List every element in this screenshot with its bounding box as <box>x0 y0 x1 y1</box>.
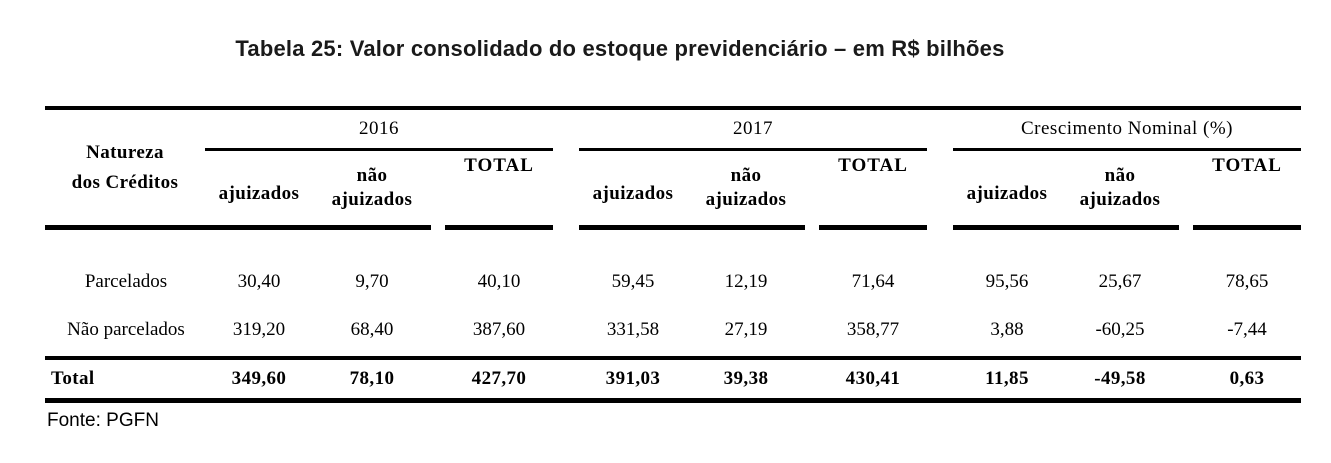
table-row-nao-parcelados <box>45 304 1301 358</box>
column-spacer <box>553 150 579 228</box>
table-cell: -7,44 <box>1227 319 1267 340</box>
column-spacer <box>553 358 579 401</box>
column-spacer <box>1179 358 1193 401</box>
column-spacer <box>805 228 819 305</box>
col-2016-nao-ajuizados: não ajuizados <box>313 150 431 228</box>
column-spacer <box>927 304 953 358</box>
table-cell: 78,10 <box>313 358 431 401</box>
source-note: Fonte: PGFN <box>47 410 159 431</box>
table-cell: 430,41 <box>819 358 927 401</box>
column-spacer <box>927 150 953 228</box>
col-crescimento-nao-ajuizados: não ajuizados <box>1061 150 1179 228</box>
column-spacer <box>805 150 819 228</box>
table-row-total <box>45 358 1301 401</box>
column-spacer <box>553 108 579 150</box>
table-cell: 27,19 <box>724 319 768 340</box>
table-cell: 95,56 <box>985 271 1029 292</box>
table-cell: 319,20 <box>232 319 286 340</box>
table-cell: 358,77 <box>846 319 900 340</box>
col-2017-total: TOTAL <box>819 150 927 228</box>
total-row-label: Total <box>45 358 205 401</box>
row-label: Parcelados <box>84 271 168 292</box>
col-crescimento-total: TOTAL <box>1193 150 1301 228</box>
column-spacer <box>553 304 579 358</box>
table-cell: 331,58 <box>606 319 660 340</box>
table-cell: 39,38 <box>687 358 805 401</box>
row-header-cell <box>45 108 205 228</box>
table-cell: 12,19 <box>724 271 768 292</box>
table-cell: 68,40 <box>350 319 394 340</box>
column-spacer <box>431 304 445 358</box>
group-header-row <box>45 108 1301 150</box>
column-spacer <box>927 228 953 305</box>
table-cell: 11,85 <box>953 358 1061 401</box>
table-cell: 387,60 <box>472 319 526 340</box>
table-cell: -60,25 <box>1095 319 1145 340</box>
table-cell: 0,63 <box>1193 358 1301 401</box>
column-spacer <box>927 358 953 401</box>
column-spacer <box>553 228 579 305</box>
row-label: Não parcelados <box>67 319 185 340</box>
column-spacer <box>1179 304 1193 358</box>
table-title: Tabela 25: Valor consolidado do estoque previdenciário – em R$ bilhões <box>235 36 1005 61</box>
table-cell: 391,03 <box>579 358 687 401</box>
table-row-parcelados <box>45 228 1301 305</box>
table-cell: 3,88 <box>990 319 1024 340</box>
table-cell: 78,65 <box>1225 271 1269 292</box>
table-cell: 30,40 <box>237 271 281 292</box>
column-spacer <box>805 304 819 358</box>
row-header-line-2: dos Créditos <box>71 171 179 193</box>
table-cell: 349,60 <box>205 358 313 401</box>
table-cell: 427,70 <box>445 358 553 401</box>
col-group-2017: 2017 <box>579 108 927 150</box>
column-spacer <box>805 358 819 401</box>
table-cell: 59,45 <box>611 271 655 292</box>
col-crescimento-ajuizados: ajuizados <box>953 150 1061 228</box>
col-2016-total: TOTAL <box>445 150 553 228</box>
table-cell: 9,70 <box>355 271 389 292</box>
col-2017-nao-ajuizados: não ajuizados <box>687 150 805 228</box>
col-group-crescimento-nominal: Crescimento Nominal (%) <box>953 108 1301 150</box>
row-header-line-1: Natureza <box>86 142 164 164</box>
column-spacer <box>1179 150 1193 228</box>
table-cell: -49,58 <box>1061 358 1179 401</box>
col-2017-ajuizados: ajuizados <box>579 150 687 228</box>
column-spacer <box>431 150 445 228</box>
table-cell: 25,67 <box>1098 271 1142 292</box>
column-spacer <box>927 108 953 150</box>
column-spacer <box>431 358 445 401</box>
column-spacer <box>431 228 445 305</box>
data-table <box>45 106 1301 403</box>
column-spacer <box>1179 228 1193 305</box>
col-group-2016: 2016 <box>205 108 553 150</box>
sub-header-row <box>45 150 1301 228</box>
table-cell: 40,10 <box>477 271 521 292</box>
col-2016-ajuizados: ajuizados <box>205 150 313 228</box>
table-cell: 71,64 <box>851 271 895 292</box>
